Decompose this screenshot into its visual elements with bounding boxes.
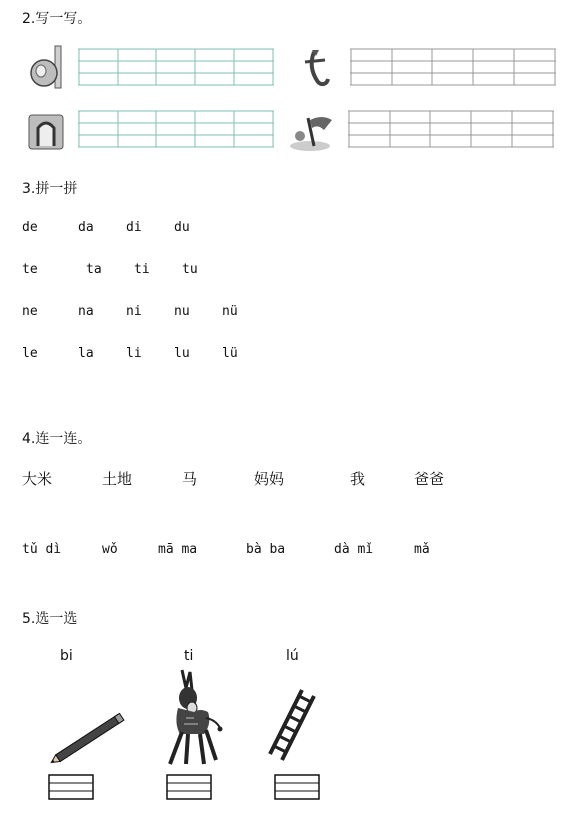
answer-box[interactable] xyxy=(274,774,320,800)
letter-l-stick-icon xyxy=(288,112,336,152)
syllable: li xyxy=(126,346,142,361)
letter-d-icon xyxy=(28,44,66,90)
answer-box[interactable] xyxy=(48,774,94,800)
syllable: da xyxy=(78,220,94,235)
word-pinyin[interactable]: dà mǐ xyxy=(334,542,374,557)
donkey-icon xyxy=(160,668,226,768)
writing-grid-t[interactable] xyxy=(350,48,556,86)
section-3-heading: 3.拼一拼 xyxy=(22,181,78,197)
word-chinese[interactable]: 大米 xyxy=(22,470,53,488)
syllable: lü xyxy=(222,346,238,361)
option-label: bi xyxy=(60,648,73,664)
letter-t-fish-icon xyxy=(300,48,334,88)
section-5-heading: 5.选一选 xyxy=(22,611,78,627)
word-pinyin[interactable]: wǒ xyxy=(102,542,118,557)
answer-box[interactable] xyxy=(166,774,212,800)
word-chinese[interactable]: 爸爸 xyxy=(414,470,445,488)
word-pinyin[interactable]: tǔ dì xyxy=(22,542,62,557)
section-4-heading: 4.连一连。 xyxy=(22,431,92,447)
syllable: de xyxy=(22,220,38,235)
section-2-heading: 2.写一写。 xyxy=(22,11,92,27)
syllable: na xyxy=(78,304,94,319)
syllable: di xyxy=(126,220,142,235)
writing-grid-n[interactable] xyxy=(78,110,274,148)
word-pinyin[interactable]: bà ba xyxy=(246,542,286,557)
syllable: lu xyxy=(174,346,190,361)
word-chinese[interactable]: 妈妈 xyxy=(254,470,285,488)
syllable: ne xyxy=(22,304,38,319)
option-label: lú xyxy=(286,648,299,664)
word-pinyin[interactable]: mǎ xyxy=(414,542,430,557)
word-chinese[interactable]: 我 xyxy=(350,470,366,488)
syllable: ni xyxy=(126,304,142,319)
word-chinese[interactable]: 土地 xyxy=(102,470,133,488)
letter-n-door-icon xyxy=(28,114,64,150)
writing-grid-d[interactable] xyxy=(78,48,274,86)
syllable: le xyxy=(22,346,38,361)
syllable: te xyxy=(22,262,38,277)
syllable: nü xyxy=(222,304,238,319)
syllable: tu xyxy=(182,262,198,277)
writing-grid-l[interactable] xyxy=(348,110,554,148)
ladder-icon xyxy=(266,688,322,764)
syllable: nu xyxy=(174,304,190,319)
word-chinese[interactable]: 马 xyxy=(182,470,198,488)
pencil-icon xyxy=(44,710,134,766)
syllable: ta xyxy=(86,262,102,277)
word-pinyin[interactable]: mā ma xyxy=(158,542,198,557)
syllable: ti xyxy=(134,262,150,277)
option-label: ti xyxy=(184,648,194,664)
syllable: du xyxy=(174,220,190,235)
syllable: la xyxy=(78,346,94,361)
